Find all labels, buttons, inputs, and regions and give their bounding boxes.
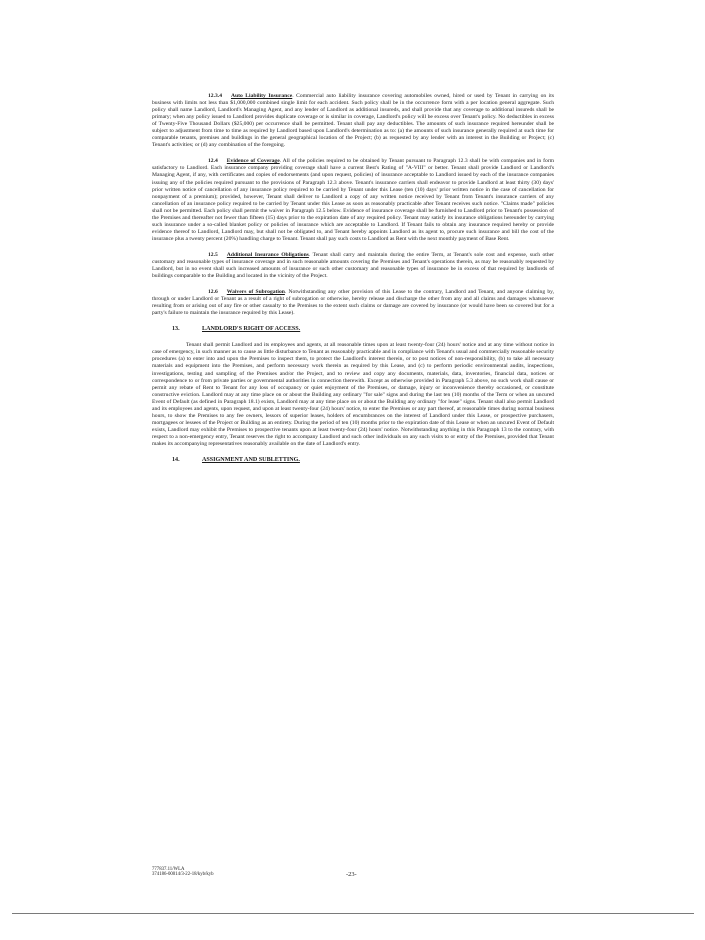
paragraph-title: Additional Insurance Obligations (226, 251, 309, 258)
section-number: 13. (172, 326, 180, 333)
document-id (152, 867, 214, 878)
paragraph-text: . All of the policies required to be obtained by Tenant pursuant to Paragraph 12.3 shall be with companies and in form satisfactory to Landlord. Each insurance company providing coverage shall have a current Best's Rating of "A-VIII" or better. Tenant shall provide Landlord or Landlord's Managing Agent, if any, with certificates and copies of endorsements (and upon request, policies) of insurance acceptable to Landlord issued by each of the insurance companies issuing any of the policies required pursuant to the provisions of Paragraph 12.3 above. Tenant's insurance carriers shall endeavor to provide Landlord at least thirty (30) days' prior written notice of cancellation of any insurance policy required to be carried by Tenant under this Lease (ten (10) days' prior written notice in the case of cancellation for nonpayment of a premium); provided, however, Tenant shall deliver to Landlord a copy of any written notice received by Tenant from Tenant's insurance carriers of any cancellation of an insurance policy required to be carried by Tenant under this Lease as soon as reasonably practicable after Tenant receives such notice. "Claims made" policies shall not be permitted. Each policy shall permit the waiver in Paragraph 12.5 below. Evidence of insurance coverage shall be furnished to Landlord prior to Tenant's possession of the Premises and thereafter not fewer than fifteen (15) days prior to the expiration date of any required policy. Tenant may satisfy its insurance obligations hereunder by carrying such insurance under a so-called blanket policy or policies of insurance which are acceptable to Landlord. If Tenant fails to obtain any insurance required hereby or provide evidence thereof to Landlord, Landlord may, but shall not be obligated to, and Tenant hereby appoints Landlord as its agent to, procure such insurance and bill the cost of the insurance plus a twenty percent (20%) handling charge to Tenant. Tenant shall pay such costs to Landlord as Rent with the next monthly payment of Base Rent. (152, 158, 554, 242)
paragraph-text: . Notwithstanding any other provision of this Lease to the contrary, Landlord and Tenant, and anyone claiming by, through or under Landlord or Tenant as a result of a right of subrogation or otherwise, hereby release and discharge the other from any and all claims and damages whatsoever resulting from or arising out of any fire or other casualty to the Premises to the extent such claims or damage are covered by insurance (or would have been so covered but for a party's failure to maintain the insurance required by this Lease). (152, 289, 554, 317)
document-id-line-1: 777837.11/WLA (152, 867, 185, 872)
section-number: 14. (172, 457, 180, 464)
paragraph-text: . Tenant shall carry and maintain during the entire Term, at Tenant's sole cost and expense, such other customary and reasonable types of insurance coverage and in such reasonable amounts covering the Premises and Tenant's operations therein, as may be reasonably requested by Landlord, but in no event shall such increased amounts of insurance or such other customary and reasonable types of insurance be in excess of that required by landlords of buildings comparable to the Building and located in the vicinity of the Project. (152, 251, 555, 280)
paragraph-title: Evidence of Coverage (226, 158, 280, 165)
section-title: ASSIGNMENT AND SUBLETTING. (202, 457, 300, 464)
paragraph-number: 12.4 (208, 158, 218, 165)
paragraph-number: 12.5 (208, 251, 218, 258)
page-content (152, 93, 554, 473)
section-14-heading (152, 457, 554, 464)
paragraph-number: 12.6 (208, 289, 218, 296)
page-number: -23- (346, 871, 357, 878)
section-13-body: Tenant shall permit Landlord and its employees and agents, at all reasonable times upon at least twenty-four (24) hours' notice and at any time without notice in case of emergency, in such manner as to cause as little disturbance to Tenant as reasonably practicable and in compliance with Tenant's usual and commercially reasonable security procedures (a) to enter into and upon the Premises to inspect them, to protect the Landlord's interest therein, or to post notices of non-responsibility, (b) to take all necessary materials and equipment into the Premises, and perform necessary work therein as required by this Lease, and (c) to perform periodic environmental audits, inspections, investigations, testing and sampling of the Premises and/or the Project, and to review and copy any documents, materials, data, inventories, financial data, notices or correspondence to or from private parties or governmental authorities in connection therewith. Except as otherwise provided in Paragraph 5.3 above, no such work shall cause or permit any rebate of Rent to Tenant for any loss of occupancy or quiet enjoyment of the Premises, or damage, injury or inconvenience thereby occasioned, or constitute constructive eviction. Landlord may at any time place on or about the Building any ordinary "for sale" signs and during the last ten (10) months of the Term or when an uncured Event of Default (as defined in Paragraph 18.1) exists, Landlord may at any time place on or about the Building any ordinary "for lease" signs. Tenant shall also permit Landlord and its employees and agents, upon request, and upon at least twenty-four (24) hours' notice, to enter the Premises or any part thereof, at reasonable times during normal business hours, to show the Premises to any fee owners, lessors of superior leases, holders of encumbrances on the interest of Landlord under this Lease, or prospective purchasers, mortgagees or lessees of the Project or Building as an entirety. During the period of ten (10) months prior to the expiration date of this Lease or when an uncured Event of Default exists, Landlord may exhibit the Premises to prospective tenants upon at least twenty-four (24) hours' notice. Notwithstanding anything in this Paragraph 13 to the contrary, with respect to a non-emergency entry, Tenant reserves the right to accompany Landlord and such other individuals on any such visits to or entry of the Premises, provided that Tenant makes its accompanying representatives reasonably available on the date of Landlord's entry. (152, 342, 554, 447)
paragraph-text: . Commercial auto liability insurance covering automobiles owned, hired or used by Tenant in carrying on its business with limits not less than $1,000,000 combined single limit for each accident. Such policy shall be in the occurrence form with a per location general aggregate. Such policy shall name Landlord, Landlord's Managing Agent, and any lender of Landlord as additional insureds, and shall provide that any coverage to additional insureds shall be primary; when any policy issued to Landlord provides duplicate coverage or is similar in coverage, Landlord's policy will be excess over Tenant's policy. No deductibles in excess of Twenty-Five Thousand Dollars ($25,000) per occurrence shall be permitted. Tenant shall pay any deductibles. The amounts of such insurance required hereunder shall be subject to adjustment from time to time as required by Landlord based upon Landlord's determination as to: (a) the amounts of such insurance generally required at such time for comparable tenants, premises and buildings in the general geographical location of the Project; (b) as requested by any lender with an interest in the Building or Project; (c) Tenant's activities; or (d) any combination of the foregoing. (152, 93, 554, 149)
section-13-heading (152, 326, 554, 333)
paragraph-12-6 (152, 289, 554, 317)
bottom-rule (12, 913, 694, 914)
section-title: LANDLORD'S RIGHT OF ACCESS. (202, 326, 301, 333)
document-id-line-2: 374186-00014/3-22-18/kyb/kyb (152, 872, 214, 878)
paragraph-12-3-4 (152, 93, 554, 149)
paragraph-12-4 (152, 158, 554, 243)
paragraph-title: Waivers of Subrogation (226, 289, 285, 296)
page-footer (152, 867, 554, 887)
paragraph-title: Auto Liability Insurance (230, 93, 293, 99)
paragraph-12-5 (152, 252, 554, 280)
paragraph-number: 12.3.4 (208, 93, 222, 99)
